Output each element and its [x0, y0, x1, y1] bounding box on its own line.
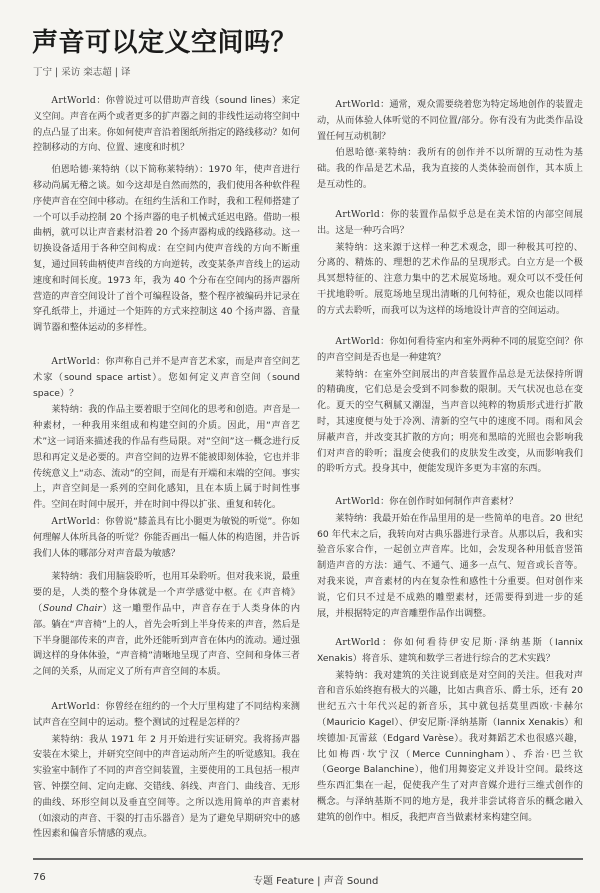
work-title: Sound Chair: [42, 602, 102, 614]
answer: 莱特纳：我的作品主要着眼于空间化的思考和创造。声音是一种素材，一种我用来组成和构建空间的介质。因此，用“声音艺术”这一词语来描述我的作品有些局限。对“空间”这一概念进行反思和再定义是必要的。声音空间的边界不能被即刻体验，它也并非传统意义上“动态、流动”的空间，而是有开端和末端的空间。事实上，声音空间是一系列的空间化感知，且在本质上属于时间性事件。空间在时间中展开，并在时间中得以扩张、重复和转化。: [33, 404, 300, 511]
question: ArtWorld：你如何看待伊安尼斯·泽纳基斯（Iannix Xenakis）将音乐、建筑和数学三者进行综合的艺术实践？: [317, 637, 583, 664]
qa-block: [33, 699, 300, 842]
footer-divider: [33, 858, 583, 860]
article-title: 声音可以定义空间吗？: [32, 28, 298, 58]
answer: 莱特纳：我最开始在作品里用的是一些简单的电音。20 世纪 60 年代末之后，我转向对古典乐器进行录音。从那以后，我和实验音乐家合作，一起创立声音库。比如，会发现各种用低音竖笛制造声音的方法：通气、不通气、通多一点气、短音或长音等。对我来说，声音素材的内在复杂性和感性十分重要。但对创作来说，它们只不过是不成熟的雕塑素材，还需要得到进一步的延展，并根据特定的声音雕塑作品作出调整。: [317, 512, 583, 619]
answer: 伯恩哈德·莱特纳（以下简称莱特纳）：1970 年，使声音进行移动尚属无稽之谈。如今这却是自然而然的，我们使用各种软件程序使声音在空间中移动。在纽约生活和工作时，我和工程师搭建了一个可以手动控制 20 个扬声器的电子机械式延迟电路。借助一根曲柄，就可以让声音素材沿着 20 个扬声器构成的线路移动。这一切换设备适用于各种空间构成：在空间内使声音线的方向不断重复，通过回转曲柄使声音线的方向逆转，改变某条声音线上的运动速度和时间长度。1973 年，我为 40 个分布在空间内的扬声器所营造的声音空间设计了首个可编程设备，整个程序被编码并记录在穿孔纸带上，并通过一个矩阵的方式来控制这 40 个扬声器、音量调节器和整体运动的多样性。: [33, 164, 300, 334]
answer: 莱特纳：我从 1971 年 2 月开始进行实证研究。我将扬声器安装在木梁上，并研究空间中的声音运动所产生的听觉感知。我在实验室中制作了不同的声音空间装置，主要使用的工具包括一根声管、钟摆空间、定向走廊、交错线、斜线、声音门、曲线音、无形的曲线、环形空间以及垂直空间等。之所以选用简单的声音素材（如滚动的声音、干裂的打击乐器音）是为了避免早期研究中的感性因素和偏音乐情感的观点。: [33, 733, 300, 840]
answer: 莱特纳：这来源于这样一种艺术观念，即一种极其可控的、分离的、精炼的、理想的艺术作品的呈现形式。白立方是一个极具冥想特征的、注意力集中的艺术展览场地。观众可以不受任何干扰地聆听。展览场地呈现出清晰的几何特征，观众也能以同样的方式去聆听，而我可以为这样的场地设计声音的空间运动。: [317, 241, 583, 316]
qa-block: [317, 494, 583, 621]
section-label: 专题 Feature | 声音 Sound: [253, 876, 379, 887]
question: ArtWorld：通常，观众需要绕着您为特定场地创作的装置走动，从而体验人体听觉的不同位置/部分。你有没有为此类作品设置任何互动机制？: [317, 99, 583, 142]
qa-block: [317, 97, 583, 193]
answer: 莱特纳：我对建筑的关注说到底是对空间的关注。但我对声音和音乐始终抱有极大的兴趣，比如古典音乐、爵士乐，还有 20 世纪五六十年代兴起的新音乐，其中就包括莫里西欧·卡赫尔（Mauricio Kagel）、伊安尼斯·泽纳基斯（Iannix Xenakis）和埃德加·瓦雷兹（Edgard Varèse）。我对舞蹈艺术也很感兴趣，比如梅西·坎宁汉（Merce Cunningham）、乔治·巴兰钦（George Balanchine），他们用舞姿定义并设计空间。最终这些东西汇集在一起，促使我产生了对声音媒介进行三维式创作的概念。与泽纳基斯不同的地方是，我并非尝试将音乐的概念融入建筑的创作中。相反，我把声音当做素材来构建空间。: [317, 669, 583, 823]
qa-block: [317, 207, 583, 319]
question: ArtWorld：你曾说“膝盖具有比小腿更为敏锐的听觉”。你如何理解人体所具备的听觉？你能否画出一幅人体的构造图，并告诉我们人体的哪部分对声音最为敏感？: [33, 516, 300, 559]
answer: 莱特纳：我们用脑袋聆听，也用耳朵聆听。但对我来说，最重要的是，人类的整个身体就是一个声学感觉中枢。在《声音椅》（Sound Chair）这一雕塑作品中，声音存在于人类身体的内部。躺在“声音椅”上的人，首先会听到上半身传来的声音，然后是下半身腿部传来的声音，此外还能听到声音在体内的流动。通过强调这样的身体体验，“声音椅”清晰地呈现了声音、空间和身体三者之间的关系，从而定义了所有声音空间的本质。: [33, 571, 301, 678]
question: ArtWorld：你在创作时如何制作声音素材？: [335, 496, 518, 507]
page-number: 76: [33, 872, 46, 883]
qa-block: [33, 354, 300, 513]
question: ArtWorld：你声称自己并不是声音艺术家，而是声音空间艺术家（sound space artist）。您如何定义声音空间（sound space）？: [33, 356, 300, 399]
answer: 莱特纳：在室外空间展出的声音装置作品总是无法保持所谓的精确度，它们总是会受到不同参数的限制。天气状况也总在变化。夏天的空气稠腻又潮湿，当声音以纯粹的物质形式进行扩散时，其速度便与处于冷冽、清新的空气中的速度不同。雨和风会屏蔽声音，并改变其扩散的方向；明亮和黑暗的光照也会影响我们对声音的聆听；温度会使我们的皮肤发生改变，从而影响我们的聆听方式。投身其中，便能发现许多更为丰富的东西。: [317, 368, 583, 475]
qa-block: [317, 635, 583, 826]
byline: 丁宁 | 采访 栾志超 | 译: [33, 67, 131, 78]
question: ArtWorld：你曾说过可以借助声音线（sound lines）来定义空间。声音在两个或者更多的扩声器之间的非线性运动将空间中的点凸显了出来。你如何使声音沿着图纸所指定的路线移动？如何控制移动的方向、位置、速度和时机？: [33, 95, 300, 154]
qa-block: [317, 334, 583, 477]
question: ArtWorld：你曾经在纽约的一个大厅里构建了不同结构来测试声音在空间中的运动。整个测试的过程是怎样的？: [33, 701, 300, 728]
qa-block: [33, 93, 300, 336]
qa-block: [33, 514, 300, 680]
question: ArtWorld：你的装置作品似乎总是在美术馆的内部空间展出。这是一种巧合吗？: [317, 209, 583, 236]
answer: 伯恩哈德·莱特纳：我所有的创作并不以所谓的互动性为基础。我的作品是艺术品，我为直接的人类体验而创作，其本质上是互动性的。: [317, 147, 583, 190]
question: ArtWorld：你如何看待室内和室外两种不同的展览空间？你的声音空间是否也是一种建筑？: [317, 336, 583, 363]
